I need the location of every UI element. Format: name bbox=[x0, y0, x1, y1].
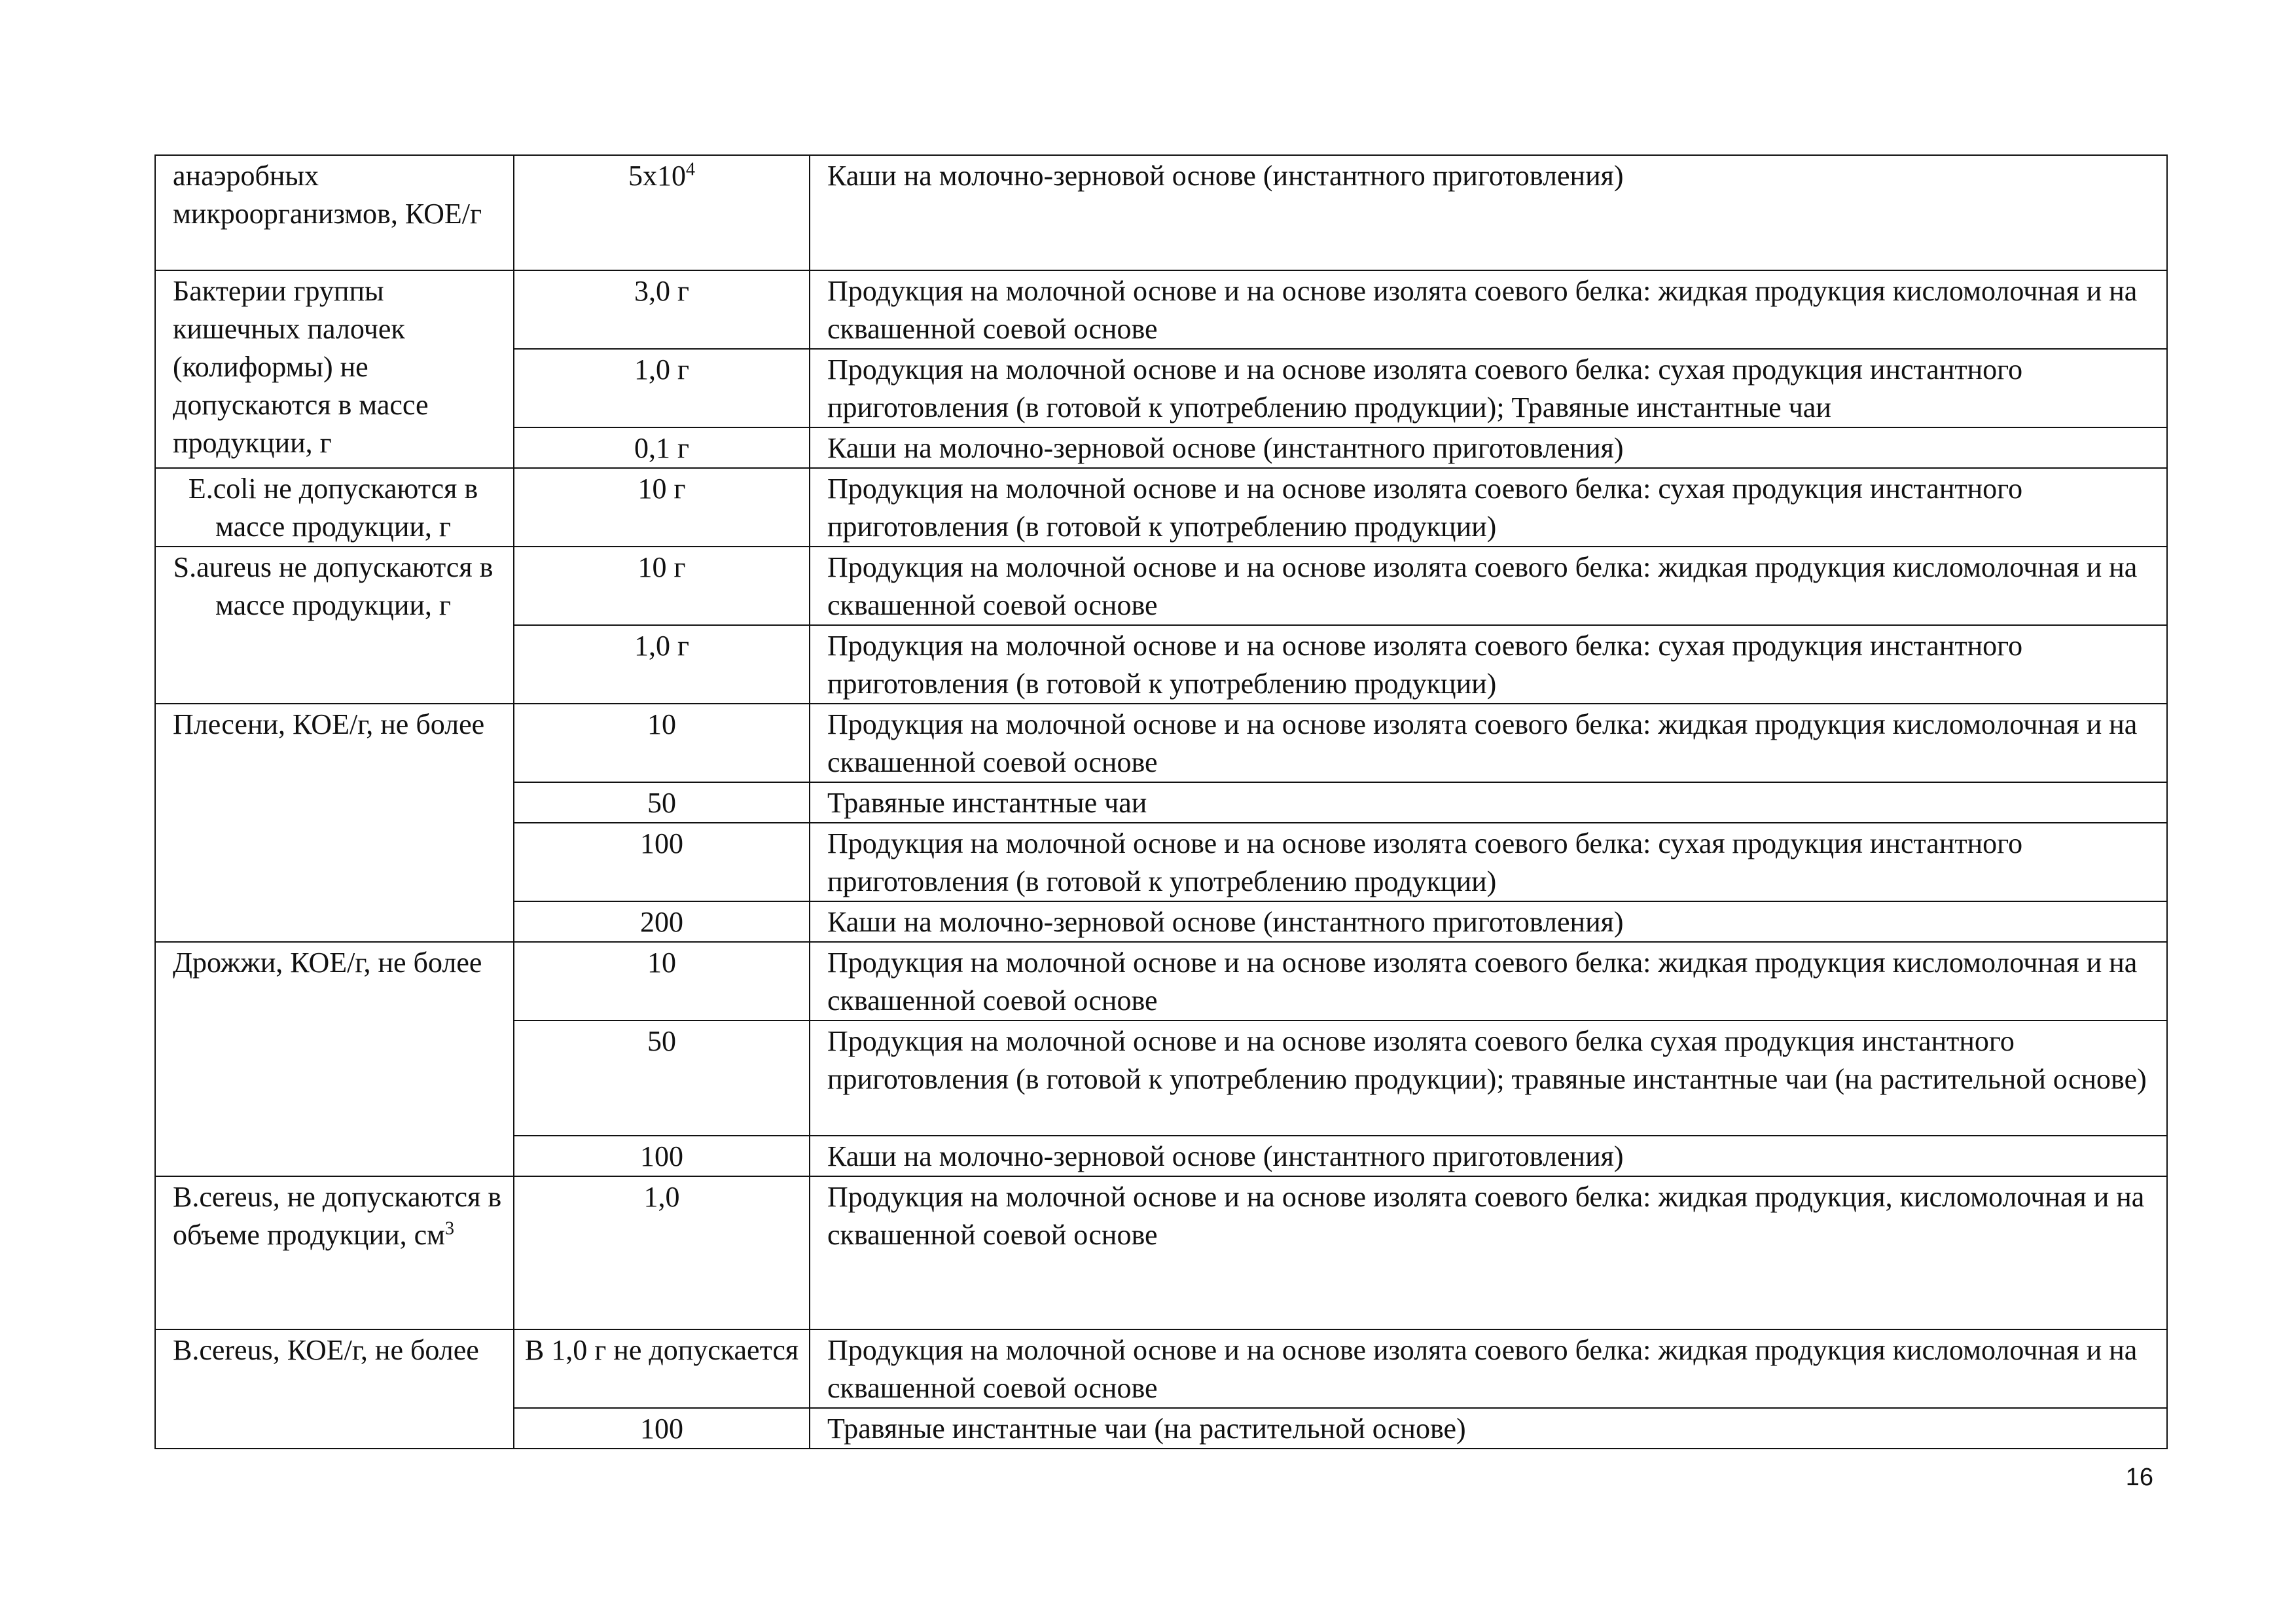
indicator-superscript: 3 bbox=[445, 1218, 455, 1239]
product-text: Травяные инстантные чаи bbox=[827, 787, 1147, 819]
value-text: В 1,0 г не допускается bbox=[524, 1334, 799, 1366]
indicator-text: Плесени, КОЕ/г, не более bbox=[173, 708, 485, 740]
product-text: Продукция на молочной основе и на основе изолята соевого белка: жидкая продукция кисломолочная и на сквашенной соевой основе bbox=[827, 708, 2138, 778]
product-cell bbox=[810, 427, 2167, 468]
product-text: Каши на молочно-зерновой основе (инстантного приготовления) bbox=[827, 906, 1624, 938]
indicator-cell bbox=[155, 155, 514, 270]
product-cell bbox=[810, 1329, 2167, 1408]
product-text: Продукция на молочной основе и на основе изолята соевого белка: сухая продукция инстантного приготовления (в готовой к употреблению продукции) bbox=[827, 473, 2023, 543]
value-text: 3,0 г bbox=[634, 275, 690, 307]
value-text: 1,0 г bbox=[634, 630, 690, 662]
indicator-cell bbox=[155, 547, 514, 704]
table-row bbox=[155, 547, 2167, 625]
requirements-table bbox=[154, 154, 2168, 1449]
product-text: Каши на молочно-зерновой основе (инстантного приготовления) bbox=[827, 432, 1624, 464]
product-text: Продукция на молочной основе и на основе изолята соевого белка: сухая продукция инстантного приготовления (в готовой к употреблению продукции); Травяные инстантные чаи bbox=[827, 353, 2023, 424]
table-row bbox=[155, 155, 2167, 270]
value-cell bbox=[514, 1136, 810, 1176]
value-text: 10 bbox=[647, 708, 676, 740]
product-cell bbox=[810, 704, 2167, 782]
product-text: Каши на молочно-зерновой основе (инстантного приготовления) bbox=[827, 160, 1624, 192]
product-text: Продукция на молочной основе и на основе изолята соевого белка: жидкая продукция кисломолочная и на сквашенной соевой основе bbox=[827, 947, 2138, 1017]
value-cell bbox=[514, 547, 810, 625]
product-cell bbox=[810, 1020, 2167, 1136]
page-number: 16 bbox=[2125, 1464, 2153, 1491]
product-cell bbox=[810, 1136, 2167, 1176]
product-cell bbox=[810, 155, 2167, 270]
value-text: 100 bbox=[640, 827, 683, 859]
value-cell bbox=[514, 427, 810, 468]
indicator-cell bbox=[155, 942, 514, 1176]
value-text: 5х10 bbox=[628, 160, 686, 192]
value-text: 200 bbox=[640, 906, 683, 938]
indicator-cell bbox=[155, 704, 514, 942]
table-row bbox=[155, 1176, 2167, 1329]
product-text: Продукция на молочной основе и на основе изолята соевого белка: сухая продукция инстантного приготовления (в готовой к употреблению продукции) bbox=[827, 827, 2023, 897]
value-cell bbox=[514, 155, 810, 270]
indicator-text: анаэробных микроорганизмов, КОЕ/г bbox=[173, 160, 482, 230]
indicator-text: B.cereus, КОЕ/г, не более bbox=[173, 1334, 479, 1366]
product-cell bbox=[810, 823, 2167, 901]
value-cell bbox=[514, 1329, 810, 1408]
product-text: Продукция на молочной основе и на основе изолята соевого белка сухая продукция инстантного приготовления (в готовой к употреблению продукции); травяные инстантные чаи (на растительной основе) bbox=[827, 1025, 2147, 1095]
product-text: Продукция на молочной основе и на основе изолята соевого белка: сухая продукция инстантного приготовления (в готовой к употреблению продукции) bbox=[827, 630, 2023, 700]
value-text: 0,1 г bbox=[634, 432, 690, 464]
indicator-cell bbox=[155, 270, 514, 468]
value-cell bbox=[514, 1020, 810, 1136]
indicator-cell bbox=[155, 1176, 514, 1329]
product-text: Продукция на молочной основе и на основе изолята соевого белка: жидкая продукция кисломолочная и на сквашенной соевой основе bbox=[827, 551, 2138, 621]
indicator-text: S.aureus не допускаются в массе продукции, г bbox=[173, 551, 493, 621]
indicator-text: Бактерии группы кишечных палочек (колиформы) не допускаются в массе продукции, г bbox=[173, 275, 429, 459]
value-cell bbox=[514, 704, 810, 782]
value-text: 10 г bbox=[637, 473, 686, 505]
indicator-text: Дрожжи, КОЕ/г, не более bbox=[173, 947, 482, 979]
table-row bbox=[155, 270, 2167, 349]
value-text: 10 г bbox=[637, 551, 686, 583]
product-text: Каши на молочно-зерновой основе (инстантного приготовления) bbox=[827, 1140, 1624, 1172]
value-cell bbox=[514, 901, 810, 942]
value-text: 100 bbox=[640, 1413, 683, 1445]
indicator-cell bbox=[155, 1329, 514, 1449]
table-row bbox=[155, 704, 2167, 782]
value-cell bbox=[514, 625, 810, 704]
product-text: Травяные инстантные чаи (на растительной основе) bbox=[827, 1413, 1466, 1445]
product-cell bbox=[810, 1408, 2167, 1449]
table-row bbox=[155, 468, 2167, 547]
product-cell bbox=[810, 349, 2167, 427]
value-cell bbox=[514, 349, 810, 427]
product-text: Продукция на молочной основе и на основе изолята соевого белка: жидкая продукция кисломолочная и на сквашенной соевой основе bbox=[827, 1334, 2138, 1404]
table-row bbox=[155, 1329, 2167, 1408]
product-cell bbox=[810, 625, 2167, 704]
product-cell bbox=[810, 468, 2167, 547]
value-cell bbox=[514, 782, 810, 823]
value-cell bbox=[514, 823, 810, 901]
indicator-text: B.cereus, не допускаются в объеме продукции, см bbox=[173, 1181, 502, 1251]
value-cell bbox=[514, 942, 810, 1020]
table-row bbox=[155, 942, 2167, 1020]
indicator-cell bbox=[155, 468, 514, 547]
product-cell bbox=[810, 782, 2167, 823]
value-cell bbox=[514, 1176, 810, 1329]
product-cell bbox=[810, 901, 2167, 942]
value-text: 1,0 bbox=[643, 1181, 680, 1213]
product-cell bbox=[810, 547, 2167, 625]
value-exponent: 4 bbox=[686, 159, 695, 180]
value-cell bbox=[514, 468, 810, 547]
value-cell bbox=[514, 270, 810, 349]
indicator-text: E.coli не допускаются в массе продукции, г bbox=[188, 473, 478, 543]
value-text: 1,0 г bbox=[634, 353, 690, 386]
product-cell bbox=[810, 942, 2167, 1020]
value-text: 100 bbox=[640, 1140, 683, 1172]
product-text: Продукция на молочной основе и на основе изолята соевого белка: жидкая продукция кисломолочная и на сквашенной соевой основе bbox=[827, 275, 2138, 345]
value-cell bbox=[514, 1408, 810, 1449]
value-text: 50 bbox=[647, 1025, 676, 1057]
product-cell bbox=[810, 1176, 2167, 1329]
value-text: 50 bbox=[647, 787, 676, 819]
product-text: Продукция на молочной основе и на основе изолята соевого белка: жидкая продукция, кисломолочная и на сквашенной соевой основе bbox=[827, 1181, 2145, 1251]
product-cell bbox=[810, 270, 2167, 349]
value-text: 10 bbox=[647, 947, 676, 979]
